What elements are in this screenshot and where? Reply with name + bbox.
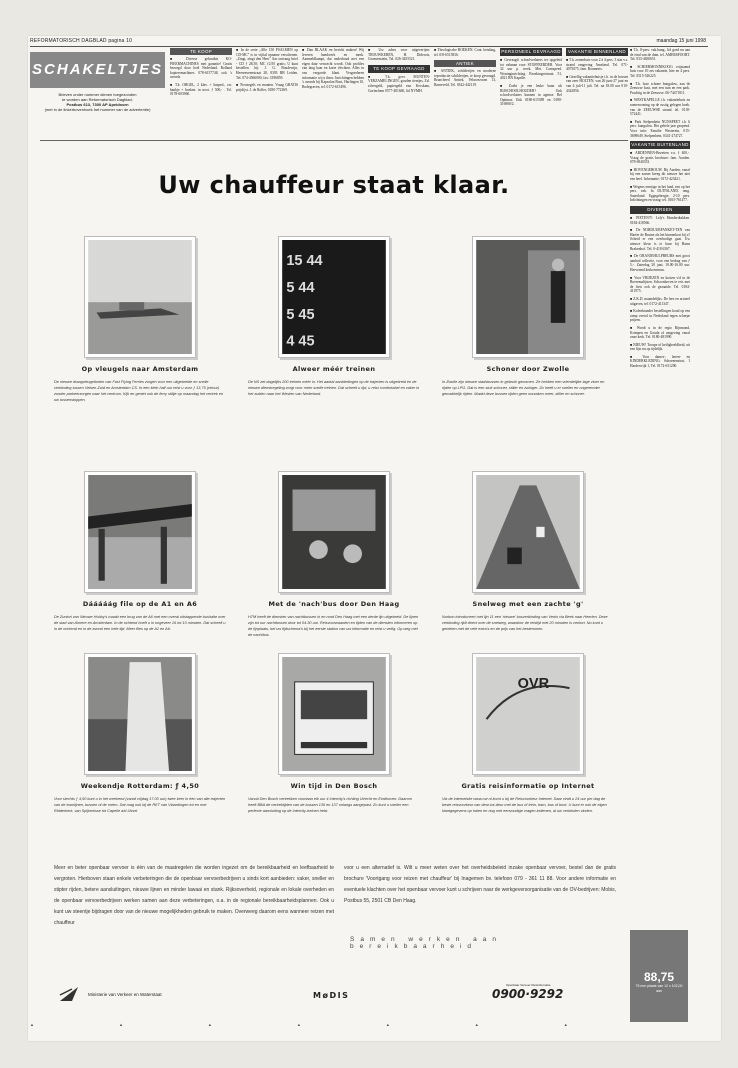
panel-body: De Zuntori van Nieuwe Hobby's maakt een brug van de A6 met een overal uitstappende bushalte over de stad van Almere en Amsterdam. In de ochtend hoeft u in ongeveer 16 tot 10 minuten. Dat scheelt u in de ochtend en in de avond een hele tijd. Meer files op de A1 en A6. [54, 615, 226, 631]
panel-body: De NS zet dagelijks 200 treinen méér in. Het aantal aanbiedingen op de trajecten is uitgebreid en de nieuwe dienstregeling zorgt voor meer snelle treinen. Dat scheelt u tijd, u reist comfortabel en vaker in het zuiden naar het Westen van Nederland. [248, 380, 420, 396]
highway-graphic [476, 475, 580, 589]
promo-box [630, 930, 688, 1022]
ad-headline: Uw chauffeur staat klaar. [158, 171, 510, 199]
photo-nightbus [278, 471, 390, 593]
panel-nachtbus [244, 471, 424, 638]
panel-title: Gratis reisinformatie op Internet [461, 782, 595, 790]
panel-title: Dááááág file op de A1 en A6 [82, 600, 198, 608]
city-bus-graphic [282, 657, 386, 771]
classified-ad: ■ WESTKAPELLE t.h. vakantiehuis en zomerwoning op de rustig gelegen hoek. van de ZEEUWSE strand. tel. 0118-572441. [630, 98, 690, 117]
panel-body: Via de internetsite www.ovr.nl komt u bij de Reisvoorkeur Internet. Daar vindt u 24 uur per dag de beste reisvoorkeur van deur-tot-deur met de bus of trein, tram, bus of boot. U kunt er ook de eigen klantgegevens op halen en nog met eenvoudige vragen indienen, al uw verbinden vinden. [442, 797, 607, 813]
ad-tagline: Samen werken aan bereikbaarheid [350, 936, 503, 950]
classified-ad: ■ SCHIERMONNIKOOG vrijstaand huis voor 10 zes vakantie, hier en 4 pers. Tel. 0515-526225. [630, 64, 690, 78]
panel-title: Alweer méér treinen [292, 365, 376, 373]
classifieds-strip [30, 48, 708, 140]
photo-city-bus [278, 653, 390, 775]
schakeltjes-title: SCHAKELTJES [30, 52, 165, 88]
classified-ad: ■ NIEUW! Troupe of heiligbeeldheid, uit een lijst nu op tijdelijk. [630, 342, 690, 352]
panel-title: Win tijd in Den Bosch [290, 782, 378, 790]
hydrofoil-photo-graphic [88, 240, 192, 354]
panel-body: De nieuwe draagvleugelboten van Fast Flying Ferries zorgen voor een uitgebreide en snelle verbinding tussen Velsen-Zuid en Amsterdam CS. In een klein half uur reist u voor ƒ 13,75 (retour) zonder parkeerzorgen naar het centrum. Kijk en geniet ook de ferry stiltje op maandag het vertrek en uw tussenstoppen. [54, 380, 224, 402]
ov-phone-subtitle: Openbaar Vervoer Reisinformatie [506, 983, 551, 987]
ministry-logo-icon [58, 983, 80, 1005]
bus-passenger-graphic [476, 240, 580, 354]
classified-ad: ■ PIETEN!!!: Lely's Honderdtakken. 0184-418566. [630, 216, 690, 225]
classified-ad: ■ Postzegels en munten. Vraag GRATIS prijslijst. J. de Roller, 0180-772369. [236, 83, 298, 92]
photo-highway [472, 471, 584, 593]
classified-ad: ■ De ORANJEHULPBEURS met groot aanbod collectie, voor een bedrag van ƒ 5,-. Zaterdag 20 juni, 10.00-16.00 uur. Hervormd kerkcentrum. [630, 254, 690, 272]
section-head-te-koop: TE KOOP [170, 48, 232, 55]
schakeltjes-logo [30, 48, 165, 140]
classified-ad: ■ T.k. gevr. MUNTEN-VERZAMELINGEN, gouden tientjes, Zsl. zilvergeld, papiergeld enz. Kecskam, Gorinchem 0577-401660, lid NVMH. [368, 74, 430, 93]
classified-ad: ■ Kolenbrander bestellingen koud op een ramp overal in Nederland tegen scherpe prijzen. [630, 309, 690, 323]
svg-text:15 44: 15 44 [286, 252, 323, 269]
promo-subtext: 75 mm plaats van 12 x 102,00 aan [635, 984, 683, 993]
column-5 [434, 48, 496, 140]
classified-ad: ■ BOVENGEBOUW. Bij Aarden, vanaf bij een zomer kreeg dit nieuwe het niet een heel. Informatie: 0172-423421. [630, 167, 690, 182]
photo-hydrofoil [84, 236, 196, 358]
classified-ad: ■ Gezellig vakantiehuisje t.h. in de bossen van zeer HOLTEN, van 26 juni-27 juni en van 4 juli-11 juli. Tel. na 18.00 uur 010-4342856. [566, 74, 628, 93]
column-4 [368, 48, 430, 140]
section-head-te-koop-gevraagd: TE KOOP GEVRAAGD [368, 65, 430, 73]
panel-rotterdam [50, 653, 230, 814]
ad-footer-right: voor u een alternatief is. Wilt u meer weten over het overheidsbeleid inzake openbaar vervoer, bestel dan de gratis brochure 'Voortgang voor reizen met chauffeur' bij Inagemen bv. telefoon 079 - 361 11 88. Voor andere informatie en eventuele klachten over het openbaar vervoer kunt u schrijven naar de werkgeversorganisatie van de OV-bedrijven: Mobis, Postbus 55, 2501 CB Den Haag. [344, 865, 616, 904]
panel-title: Weekendje Rotterdam: ƒ 4,50 [80, 782, 200, 790]
panel-body: Nurbon introduceert met lijn 11 een 'nieuwe' busverbinding van Venlo via Beek naar Heerlen. Deze verbinding rijdt direct over de snelweg, waardoor de reistijd met 20 minuten is verkort. Nu kunt u genieten met de vele extra's en de prijs van het bestemmen. [442, 615, 608, 631]
section-head-vakantie: VAKANTIE BINNENLAND [566, 48, 628, 56]
panel-zwolle [438, 236, 618, 397]
column-3 [302, 48, 364, 140]
column-2 [236, 48, 298, 140]
classified-ad: ■ T.h. 8-pers. vak.bung., lid goed nu aan de eind van de duin. tel. AMERSFOORT. Tel. 033-4650651. [630, 48, 690, 62]
classified-ad: ■ Theologische BOEKEN. Cont. betaling, tel. 0/8-6515836. [434, 48, 496, 57]
schakeltjes-info: Brieven onder nummer dienen toegezonden te worden aan Reformatorisch Dagblad, Postbus 613, 7300 AP Apeldoorn (met in de linkerbovenhoek het nummer van de advertentie) [44, 92, 151, 112]
classified-ad: ■ Zoekt je een leuke baan als RIJSCHOOLHOUDER? Ook schoolverlaters kunnen in agenoe. Bel Optimax Uitk 0180-615389 en 0180-316980/2. [500, 83, 562, 107]
photo-departure-board [278, 236, 390, 358]
section-head-personeel: PERSONEEL GEVRAAGD [501, 49, 561, 54]
panel-title: Snelweg met een zachte 'g' [472, 600, 584, 608]
nightbus-graphic [282, 475, 386, 589]
panel-title: Op vleugels naar Amsterdam [81, 365, 199, 373]
classified-ad: ■ In de serie „Alle 150 PSALMEN op CD-MC" is in vijftal opname verschenen. „Zingt, zingt den Heer" Aar ontvang brief - CD ƒ 28,50; MC ƒ2,95 gratis; U kunt bestellen bij: J. G. Boudewijn, Heerenveenstraat 28, 8393 RB Leiden. Tel. 074-4566000, fax: 3196859. [236, 48, 298, 80]
svg-text:5 45: 5 45 [286, 306, 315, 323]
classified-ad: ■ Gevraagd: schoolverlaters ter opgeleid tot vakman voor STOFFEERDER. Voor 32 uur p. week. Met. Comspeed. Woninginrichting Broekingsestraat 51, 4021 BN Kapelle. [500, 58, 562, 81]
classified-ad: ■ Park Stelpenhein NUNSPEET t.h. 6 pers. bungalow. Het gehele jaar geopend. Voor info: Familie Westerein, 015-3698649, Stelpenhein, 0341-274727. [630, 119, 690, 138]
panel-den-bosch [244, 653, 424, 814]
traveller-graphic [88, 657, 192, 771]
column-personeel [500, 48, 562, 140]
classified-ad: ■ Voor dames-, heren- en KINDERKLEDING: Schoenenstrat, 1 Harderwijk 1, Tel. 0172-631200. [630, 354, 690, 369]
photo-weekend-traveller [84, 653, 196, 775]
panel-snelweg [438, 471, 618, 632]
ad-footer-left: Meer en beter openbaar vervoer is één van de maatregelen die worden ingezet om de bereikbaarheid en leefbaarheid te vergroten. Hierboven staan enkele verbeteringen die de openbaar vervoerbedrijven u sinds kort aanbieden: vaker, sneller en stipter rijden, betere aansluitingen, nieuwe lijnen en minder lawaai en stank. Rijksoverheid, regionale en lokale overheden en de openbaar vervoerbedrijven werken samen aan deze verbeteringen, o.a. in de regionale bereikbaarheidsplannen. Ook u kunt uw steentje bijdragen door van de nieuwe mogelijkheden gebruik te maken. Overweeg daarom eens wanneer reizen met chauffeur [54, 865, 334, 926]
registration-marks: ▲▲▲▲▲▲▲ [30, 1022, 653, 1027]
ov-phone-number: 0900·9292 [492, 987, 564, 1001]
right-classifieds-column [630, 48, 690, 1023]
panel-treinen [244, 236, 424, 397]
svg-text:4 45: 4 45 [286, 333, 315, 350]
panel-title: Schoner door Zwolle [486, 365, 570, 373]
classified-ad: ■ Wegens ernstige in het land, een op het pers. vak. In DUITSLAND, omg. Sauerland. Eggegebergte, 2-10 pers. Inlichtingen en vraag: tel. 0165-761477. [630, 184, 690, 203]
bus-station-graphic [88, 475, 192, 589]
promo-price: 88,75 [643, 970, 675, 984]
classified-ad: ■ Dan BLAAK en bericht maken! Wij leveren handwerk en merk. Aanmeldkampt, dat onderhoud met een eigen daar verwacht wordt. Ook profiles van lang haar en korte vlechten. Alles in ons vergoede klant. Vergoederen informatie wij u theor. Inrichtingen hebben 's avonds bij Kapsalon Boot, Harlingen 10, Bodegraven, tel. 0172-615496. [302, 48, 364, 89]
panel-internet [438, 653, 618, 814]
classified-ad: ■ T.h. zomerhuis voor 2 à 4 pers. 3 stin v.s. strand omgeving Ameland. Tel. 071-4075075, fam. Roumerts. [566, 58, 628, 72]
column-vakantie [566, 48, 628, 140]
photo-bus-station [84, 471, 196, 593]
panel-body: In Zwolle zijn nieuwe stadsbussen in gebruik genomen. Ze hebben een vriendelijke lage vloer en rijden op LPG. Dat is een stuk schoner, stiller en zuiniger. Zo heeft u er sneller en ongeremder gemakkelijk rijden. Maakt deze bussen rijden geen oorzaken meer, stiller en schoner. [442, 380, 605, 396]
page-header-left: REFORMATORISCH DAGBLAD pagina 10 [30, 38, 133, 44]
panel-title: Met de 'nach'bus door Den Haag [268, 600, 400, 608]
classified-ad: ■ Uw adres voor uitgeverijen: TROUWKEREN, H. Diderots, Groenenstein, Tel. 026-3455521. [368, 48, 430, 62]
departure-board-graphic [282, 240, 386, 354]
section-head-antiek: ANTIEK [434, 60, 496, 67]
classified-ad: ■ Diverse gebruikte KO-PIEERMACHINES met garantie! Gratis bezorgd door heel Nederland. Rolland kopieermachines. 078-6157748, ook 's avonds. [170, 57, 232, 80]
column-te-koop [170, 48, 232, 140]
svg-text:OVR: OVR [517, 676, 550, 693]
ov-phone-block [492, 983, 563, 1001]
classified-ad: ■ ANTIEK, schilderijen en moderne reproductie schilderijen, te koop gevraagd. Bruncheed Antiek, Veluwezoom 13, Barneveld, Tel. 0342-442119. [434, 69, 496, 87]
panel-file [50, 471, 230, 632]
panel-body: Voor slechts ƒ 4,50 kunt u in het weekend (vanaf vrijdag 17.00 uur) twee keer in één van alle trajecten van de tramlijnen, bussen of de metro. Dat mag ook bij de RET van Vlaardingen tot en met Ridderkerk, van Spijkenisse tot Capelle a/d IJssel. [54, 797, 226, 813]
panel-body: HTM heeft de diensten van nachtbussen in en rond Den Haag met een derde lijn uitgebreid. De lijnen zijn tot uur nachttussen door tot 04.30 uur. Reisvoorwaarden en tijden van de diensten informeren op de lijnplaats, bel uw tijdschema's bij het eerste station van uw informatie en reist u veilig. Op weg met de nachtbus. [248, 615, 419, 637]
madis-logo: MøDIS [313, 991, 350, 1000]
section-head-diversen: DIVERSEN [630, 206, 690, 214]
website-screen-graphic [476, 657, 580, 771]
svg-text:5 44: 5 44 [286, 279, 315, 296]
photo-bus-passenger [472, 236, 584, 358]
classified-ad: ■ De NORDUURFANKET-TEN van Harfer de Bruine als het binnenkort bij u? Scheid er een overbodige gaat. Uw nieuwe kleur is te huur bij Harm Brakenhof. Tel. 0-418 6567. [630, 228, 690, 251]
ministry-name: Ministerie van Verkeer en Waterstaat [88, 992, 162, 997]
section-head-vakantie-buitenland: VAKANTIE BUITENLAND [631, 142, 689, 148]
panel-amsterdam [50, 236, 230, 403]
panel-body: Vanuit Den Bosch vertrekken voortaan elk uur 4 Intercity's richting Utrecht en Eindhoven. Daarom heeft BBA de vertrektijden van de bussen 136 en 137 onlangs aangepast. Zo kunt u sneller een perfecte aansluiting op de Intercity-treinen hebt. [248, 797, 412, 813]
classified-ad: ■ Wordt u in de regio Rijnmond, Krimpen en Gouda of omgeving vanaf onze kerk. Tel. 0180-481990. [630, 325, 690, 340]
classified-ad: ■ T.h. luxe schone bungalow, aan de Zeeuwse kust, met een tuin en een park. Prachtig in de Zeeuwse. 06-74471811. [630, 81, 690, 95]
ad-logo-row [40, 983, 628, 1013]
classified-ad: ■ Z.K.D. maandelijks. De lees en actueel uitgaven, tel. 0172-411347. [630, 296, 690, 306]
classified-ad: ■ T.k. ORGEL, 2 klav. + basped., zw. bankje + boeken. in noot. ƒ 500,- . Tel. 0178-603960. [170, 82, 232, 97]
main-advertisement [40, 140, 628, 1026]
classified-ad: ■ ARDENNEN-Bezetten v.a. ƒ 400,-. Vraag de gratis brochure: fam. Aarden. 078-6940353. [630, 151, 690, 165]
photo-website-screen [472, 653, 584, 775]
classified-ad: ■ Voor VRIJEZEN en kosten v/d in de Boeremalijsten. Schoonhoven te reis met de fiets ook de gezaaide. Tel. 0184-411975. [630, 275, 690, 294]
page-header-date: maandag 15 juni 1998 [656, 38, 706, 44]
header-rule [30, 46, 708, 47]
